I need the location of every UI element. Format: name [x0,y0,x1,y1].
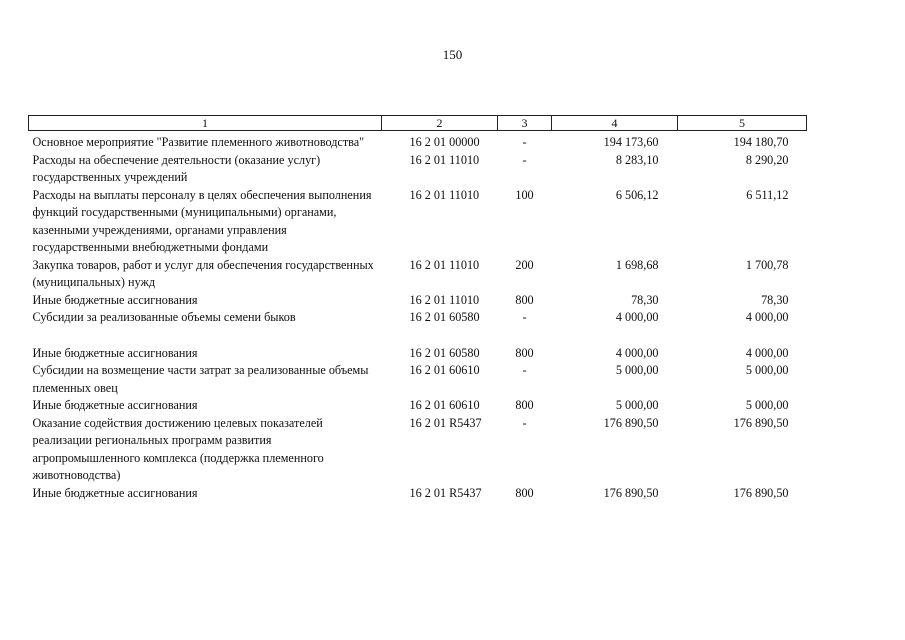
row-name: Основное мероприятие "Развитие племенного животноводства" [32,135,365,149]
row-vr: - [522,152,527,167]
row-sum-2: 194 180,70 [733,135,789,149]
header-col-5: 5 [678,116,807,131]
row-name: Иные бюджетные ассигнования [32,345,198,360]
row-vr: 800 [515,398,534,412]
row-vr: - [522,310,527,324]
row-code: 16 2 01 60580 [409,310,480,324]
table-header [29,116,807,131]
row-sum-2: 78,30 [761,292,789,307]
row-sum-1: 1 698,68 [615,257,659,272]
header-col-3: 3 [498,116,552,131]
row-sum-2: 176 890,50 [733,415,789,430]
row-vr: 800 [515,292,534,307]
row-sum-2: 4 000,00 [745,345,789,360]
table-row [29,345,807,363]
header-col-1: 1 [29,116,382,131]
table-row-spacer [29,327,807,345]
row-code: 16 2 01 60580 [409,345,480,360]
row-sum-1: 176 890,50 [603,415,659,430]
table-row [29,485,807,503]
row-vr: 800 [515,485,534,500]
row-name: Расходы на выплаты персоналу в целях обеспечения выполнения функций государственными (муниципальными) органами, казенными учреждениями, органами управления государственными внебюджетными фондами [32,187,372,254]
page-number: 150 [442,47,463,62]
row-sum-1: 176 890,50 [603,485,659,500]
row-sum-2: 6 511,12 [746,187,789,202]
row-sum-1: 8 283,10 [615,152,659,167]
row-sum-1: 4 000,00 [615,345,659,360]
row-name: Оказание содействия достижению целевых показателей реализации региональных программ развития агропромышленного комплекса (поддержка племенного животноводства) [32,415,324,482]
row-name: Субсидии на возмещение части затрат за реализованные объемы племенных овец [32,363,369,395]
budget-table [28,115,807,502]
table-row [29,187,807,257]
row-sum-1: 4 000,00 [615,310,659,324]
row-sum-1: 6 506,12 [615,187,659,202]
row-sum-1: 78,30 [631,292,659,307]
table-row [29,152,807,187]
table-row [29,415,807,485]
row-code: 16 2 01 11010 [409,152,480,167]
table-row [29,257,807,292]
row-name: Иные бюджетные ассигнования [32,292,198,307]
table-body [29,131,807,503]
row-sum-1: 5 000,00 [615,398,659,412]
row-code: 16 2 01 R5437 [409,415,482,430]
row-code: 16 2 01 60610 [409,363,480,377]
row-code: 16 2 01 60610 [409,398,480,412]
table-row [29,309,807,327]
row-vr: - [522,363,527,377]
header-col-4: 4 [552,116,678,131]
row-vr: - [522,415,527,430]
row-name: Закупка товаров, работ и услуг для обеспечения государственных (муниципальных) нужд [32,257,374,289]
row-sum-2: 4 000,00 [745,310,789,324]
table-row [29,131,807,152]
row-vr: 100 [515,187,534,202]
table-row [29,397,807,415]
row-code: 16 2 01 11010 [409,257,480,272]
table-row [29,292,807,310]
row-code: 16 2 01 R5437 [409,485,482,500]
row-name: Субсидии за реализованные объемы семени быков [32,310,296,324]
row-sum-2: 5 000,00 [745,363,789,377]
row-sum-1: 194 173,60 [603,135,659,149]
row-sum-2: 8 290,20 [745,152,789,167]
row-sum-2: 5 000,00 [745,398,789,412]
row-name: Иные бюджетные ассигнования [32,485,198,500]
row-vr: - [522,135,527,149]
row-vr: 800 [515,345,534,360]
header-col-2: 2 [382,116,498,131]
row-code: 16 2 01 11010 [409,187,480,202]
row-sum-1: 5 000,00 [615,363,659,377]
table-row [29,362,807,397]
header-row [29,116,807,131]
row-name: Расходы на обеспечение деятельности (оказание услуг) государственных учреждений [32,152,321,184]
row-vr: 200 [515,257,534,272]
row-code: 16 2 01 00000 [409,135,480,149]
row-sum-2: 1 700,78 [745,257,789,272]
row-code: 16 2 01 11010 [409,292,480,307]
row-sum-2: 176 890,50 [733,485,789,500]
row-name: Иные бюджетные ассигнования [32,398,198,412]
